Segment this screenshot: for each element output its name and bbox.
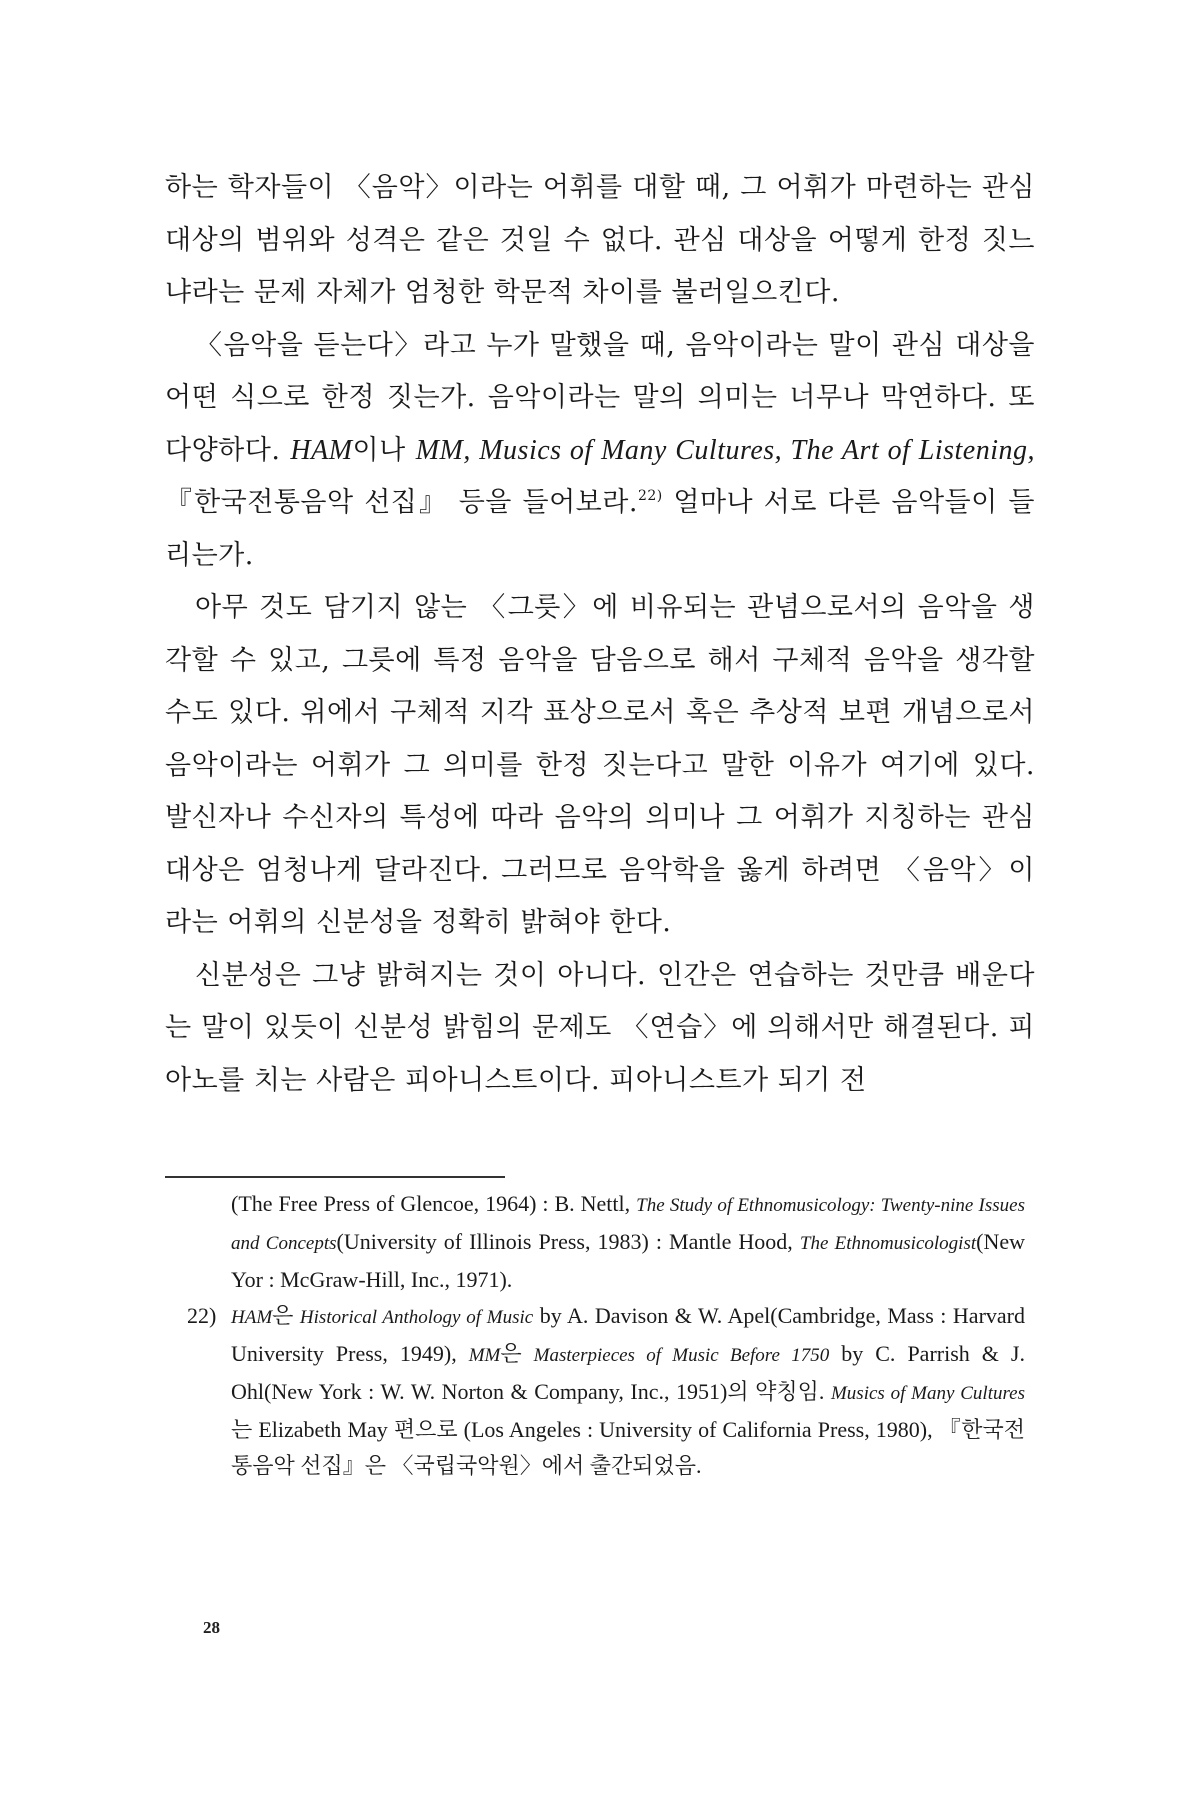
footnote-text: (New Yor : McGraw-Hill, Inc., 1971). [231,1229,1025,1292]
paragraph-continued [165,162,1035,320]
paragraph-text: 아무 것도 담기지 않는 〈그릇〉에 비유되는 관념으로서의 음악을 생각할 수 있고, 그릇에 특정 음악을 담음으로 해서 구체적 음악을 생각할 수도 있다. 위에서 구체적 지각 표상으로서 혹은 추상적 보편 개념으로서 음악이라는 어휘가 그 의미를 한정 짓는다고 말한 이유가 여기에 있다. 발신자나 수신자의 특성에 따라 음악의 의미나 그 어휘가 지칭하는 관심 대상은 엄청나게 달라진다. 그러므로 음악학을 옳게 하려면 〈음악〉이라는 어휘의 신분성을 정확히 밝혀야 한다. [165,592,1035,938]
footnote-number: 22) [187,1303,217,1328]
footnote-22 [165,1298,1025,1484]
footnote-text: by C. Parrish & J. Ohl(New York : W. W. Norton & Company, Inc., 1951)의 약칭임. [231,1341,1025,1404]
footnote-continued [165,1186,1025,1298]
footnote-text: (University of Illinois Press, 1983) : Mantle Hood, [336,1229,800,1254]
main-text [165,162,1035,1107]
paragraph-text: 〈음악을 듣는다〉라고 누가 말했을 때, 음악이라는 말이 관심 대상을 어떤 식으로 한정 짓는가. 음악이라는 말의 의미는 너무나 막연하다. 또 다양하다. [165,329,1035,466]
footnote-italic: Masterpieces of Music Before 1750 [533,1345,830,1366]
footnote-text: 은 [272,1303,300,1328]
footnote-text: 은 [500,1341,534,1366]
footnote-text: by A. Davison & W. Apel(Cambridge, Mass : Harvard University Press, 1949), [231,1303,1025,1366]
paragraph-text: 얼마나 서로 다른 음악들이 들리는가. [165,487,1035,571]
footnote-divider [165,1176,505,1178]
page-number: 28 [203,1618,220,1637]
footnote-italic: HAM [231,1307,273,1328]
paragraph [165,320,1035,583]
footnote-text: 는 Elizabeth May 편으로 (Los Angeles : University of California Press, 1980), 『한국전통음악 선집』은 〈국립국악원〉에서 출간되었음. [231,1417,1025,1478]
footnotes [165,1186,1025,1484]
paragraph [165,582,1035,950]
paragraph-text: 신분성은 그냥 밝혀지는 것이 아니다. 인간은 연습하는 것만큼 배운다는 말이 있듯이 신분성 밝힘의 문제도 〈연습〉에 의해서만 해결된다. 피아노를 치는 사람은 피아니스트이다. 피아니스트가 되기 전 [165,959,1035,1096]
paragraph [165,950,1035,1108]
italic-title: HAM [290,434,353,466]
footnote-italic: Musics of Many Cultures [830,1383,1025,1404]
footnote-reference: 22) [637,488,663,504]
footnote-italic: Historical Anthology of Music [299,1307,534,1328]
footnote-italic: The Study of Ethnomusicology: Twenty-nine Issues and Concepts [231,1195,1025,1254]
footnote-italic: MM [468,1345,501,1366]
paragraph-text: 하는 학자들이 〈음악〉이라는 어휘를 대할 때, 그 어휘가 마련하는 관심 대상의 범위와 성격은 같은 것일 수 없다. 관심 대상을 어떻게 한정 짓느냐라는 문제 자체가 엄청한 학문적 차이를 불러일으킨다. [165,172,1035,308]
paragraph-text: 『한국전통음악 선집』 등을 들어보라. [165,487,638,518]
italic-title: MM, Musics of Many Cultures, The Art of Listening, [415,434,1035,466]
footnote-italic: The Ethnomusicologist [799,1233,977,1254]
footnote-text: (The Free Press of Glencoe, 1964) : B. Nettl, [231,1191,637,1216]
paragraph-text: 이나 [352,434,416,466]
